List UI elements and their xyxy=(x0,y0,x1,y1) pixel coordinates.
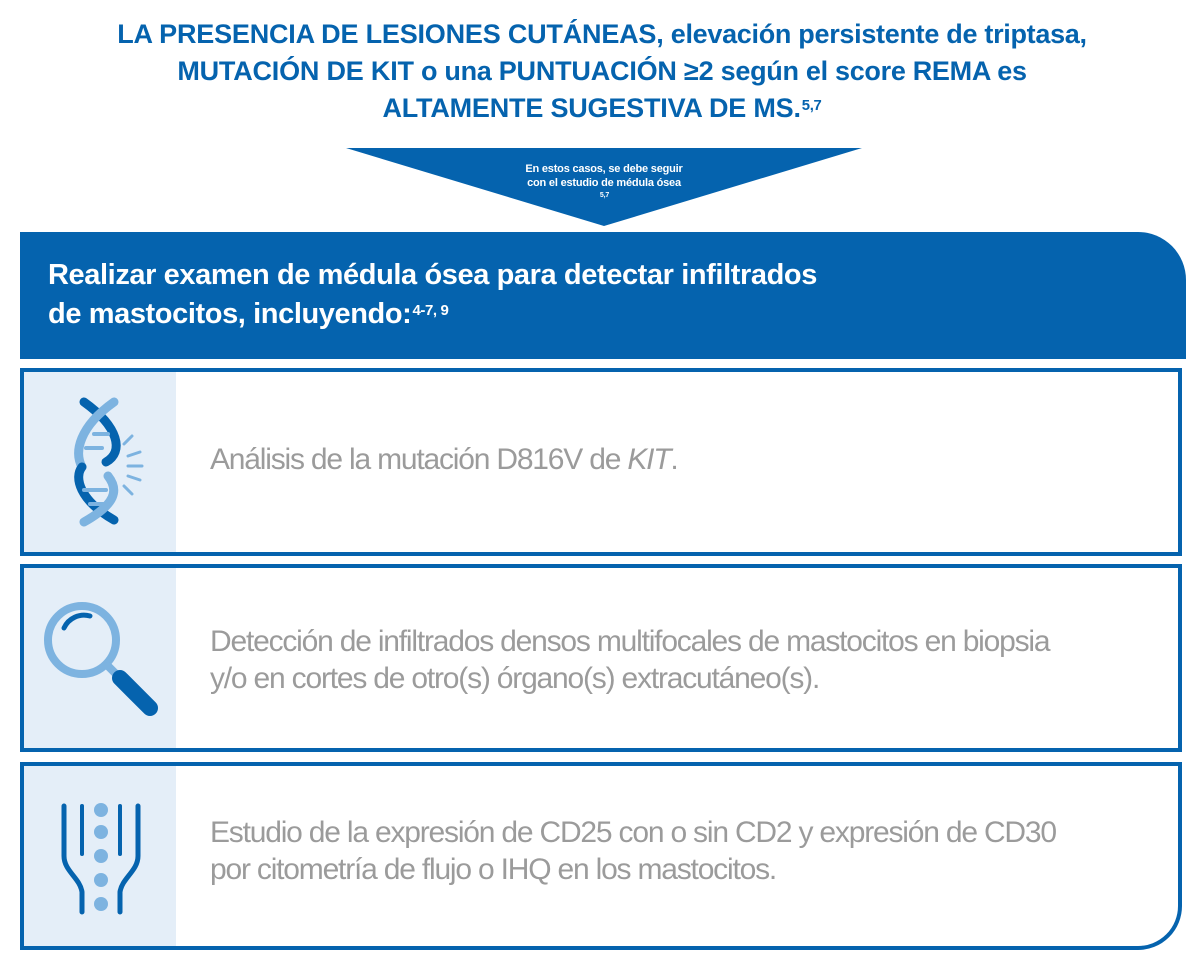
arrow-caption-line-2 xyxy=(346,176,862,204)
banner-line-2 xyxy=(48,295,817,334)
item-card-kit-mutation xyxy=(20,368,1182,556)
magnifier-icon xyxy=(24,568,176,748)
arrow-caption-reference: 5,7 xyxy=(599,192,610,199)
item-card-infiltrate-detection xyxy=(20,564,1182,752)
item-text-line-1: Estudio de la expresión de CD25 con o sin CD2 y expresión de CD30 xyxy=(210,816,1056,849)
headline-line-1 xyxy=(40,16,1164,53)
headline-reference: 5,7 xyxy=(801,98,822,114)
headline-emphasis: LA PRESENCIA DE LESIONES CUTÁNEAS, xyxy=(117,19,664,49)
arrow-caption-text: con el estudio de médula ósea xyxy=(527,177,681,189)
headline-text: según el score REMA es xyxy=(713,56,1027,86)
item-text xyxy=(210,623,1049,697)
item-card-cd25-expression xyxy=(20,762,1182,950)
headline-text: elevación persistente de triptasa, xyxy=(663,19,1087,49)
headline-text: o una xyxy=(413,56,499,86)
icon-panel xyxy=(24,766,176,946)
banner-text: de mastocitos, incluyendo: xyxy=(48,298,412,330)
item-text-gene: KIT xyxy=(627,443,671,476)
item-text-main: Análisis de la mutación D816V de xyxy=(210,443,628,476)
dna-icon xyxy=(24,372,176,552)
icon-panel xyxy=(24,568,176,748)
banner-reference: 4-7, 9 xyxy=(412,302,449,319)
banner-line-1: Realizar examen de médula ósea para detectar infiltrados xyxy=(48,259,817,291)
bone-marrow-banner xyxy=(20,232,1186,359)
headline-emphasis: ALTAMENTE SUGESTIVA DE MS. xyxy=(382,93,801,123)
arrow-caption xyxy=(346,162,862,204)
item-text-line-1: Detección de infiltrados densos multifocales de mastocitos en biopsia xyxy=(210,625,1050,658)
item-text xyxy=(210,441,678,478)
flow-cytometry-icon xyxy=(24,766,176,946)
headline-line-2 xyxy=(40,53,1164,90)
icon-panel xyxy=(24,372,176,552)
headline xyxy=(40,16,1164,127)
arrow-caption-line-1: En estos casos, se debe seguir xyxy=(525,163,683,175)
banner-title xyxy=(48,256,817,334)
headline-emphasis: PUNTUACIÓN ≥2 xyxy=(498,56,714,86)
item-text-end: . xyxy=(670,443,678,476)
item-text-line-2: por citometría de flujo o IHQ en los mastocitos. xyxy=(210,853,776,886)
item-text xyxy=(210,814,1056,888)
item-text-line-2: y/o en cortes de otro(s) órgano(s) extracutáneo(s). xyxy=(210,662,820,695)
headline-line-3 xyxy=(40,90,1164,127)
down-arrow xyxy=(346,148,862,226)
headline-emphasis: MUTACIÓN DE KIT xyxy=(177,56,414,86)
